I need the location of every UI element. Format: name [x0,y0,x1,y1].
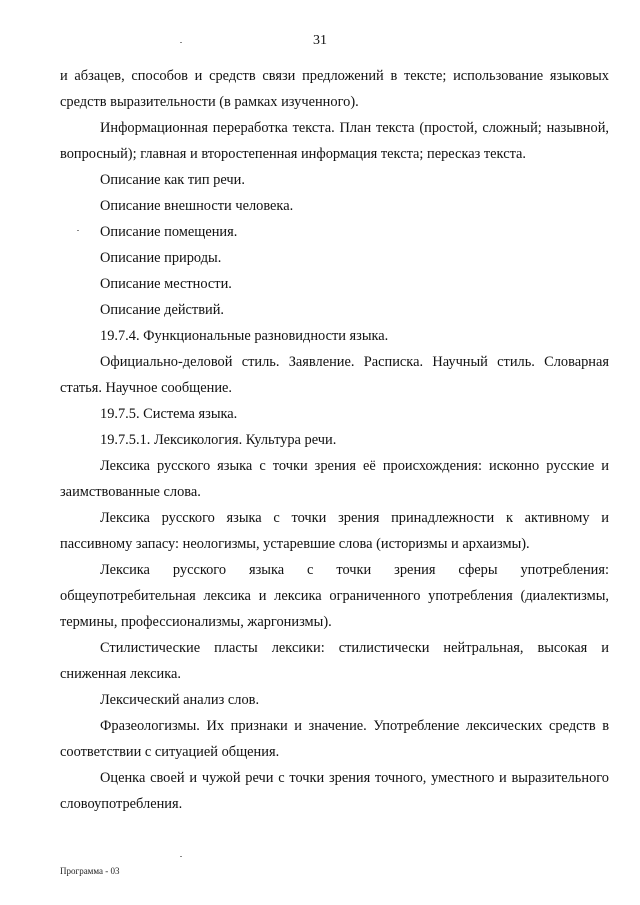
section-heading: 19.7.5. Система языка. [100,406,238,422]
paragraph: Официально-деловой стиль. Заявление. Расписка. Научный стиль. Словарная статья. Научное сообщение. [60,354,609,396]
document-body [60,63,609,817]
page-number: 31 [313,33,327,48]
scan-speck [180,856,182,857]
paragraph: Описание действий. [100,302,225,318]
paragraph: Оценка своей и чужой речи с точки зрения точного, уместного и выразительного словоупотребления. [60,770,609,812]
paragraph: Стилистические пласты лексики: стилистически нейтральная, высокая и сниженная лексика. [60,640,609,682]
scan-speck [180,42,182,43]
paragraph: Лексический анализ слов. [100,692,260,708]
footer-program-label: Программа - 03 [60,866,120,876]
paragraph: Фразеологизмы. Их признаки и значение. Употребление лексических средств в соответствии с ситуацией общения. [60,718,609,760]
paragraph: Лексика русского языка с точки зрения сферы употребления: общеупотребительная лексика и лексика ограниченного употребления (диалектизмы, термины, профессионализмы, жаргонизмы). [60,562,609,630]
section-heading: 19.7.4. Функциональные разновидности языка. [100,328,389,344]
paragraph: Лексика русского языка с точки зрения её происхождения: исконно русские и заимствованные слова. [60,458,609,500]
paragraph: и абзацев, способов и средств связи предложений в тексте; использование языковых средств выразительности (в рамках изученного). [60,68,609,110]
paragraph: Описание природы. [100,250,222,266]
paragraph: Описание местности. [100,276,232,292]
paragraph: Лексика русского языка с точки зрения принадлежности к активному и пассивному запасу: неологизмы, устаревшие слова (историзмы и архаизмы). [60,510,609,552]
section-heading: 19.7.5.1. Лексикология. Культура речи. [100,432,337,448]
scan-speck [77,230,79,231]
paragraph: Описание как тип речи. [100,172,245,188]
paragraph: Описание внешности человека. [100,198,294,214]
paragraph: Описание помещения. [100,224,238,240]
paragraph: Информационная переработка текста. План текста (простой, сложный; назывной, вопросный); главная и второстепенная информация текста; пересказ текста. [60,120,609,162]
